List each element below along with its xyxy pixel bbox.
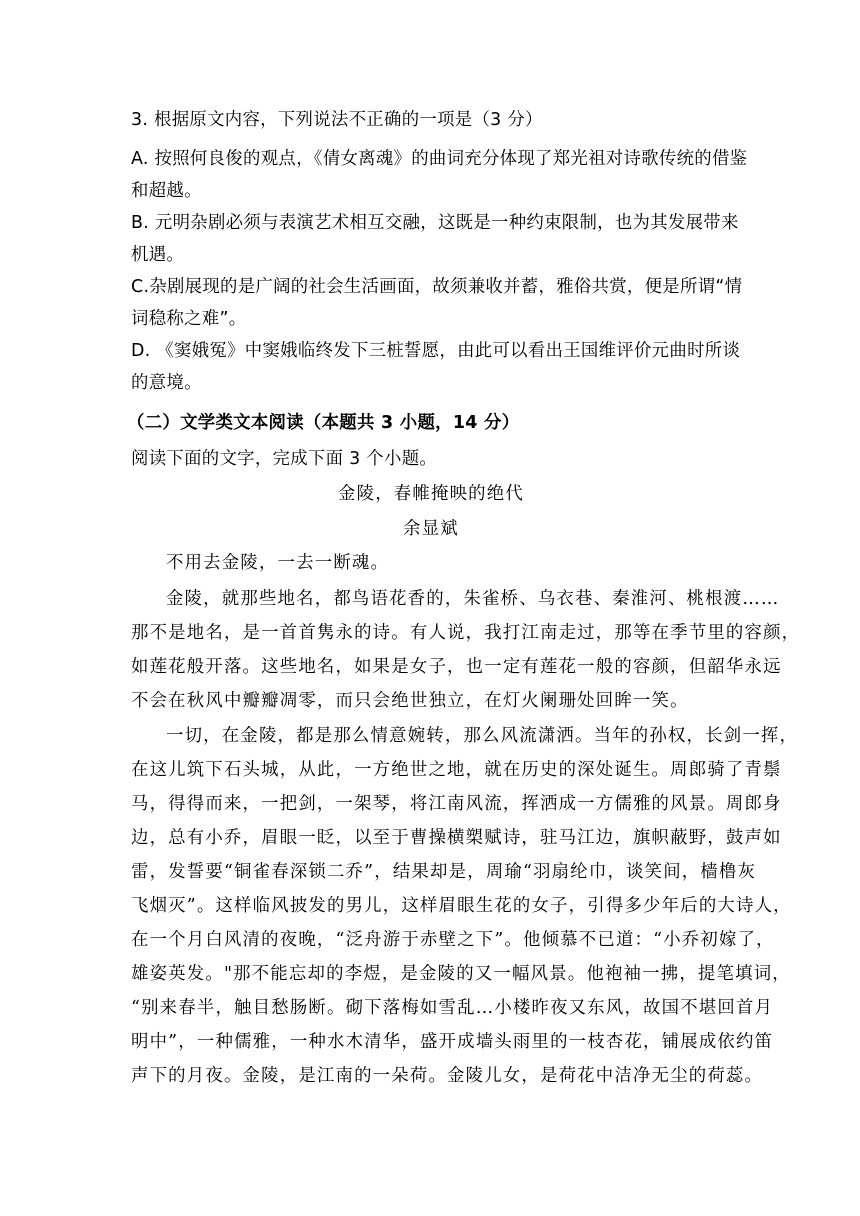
question3-option-d-line1: D. 《窦娥冤》中窦娥临终发下三桩誓愿，由此可以看出王国维评价元曲时所谈 — [131, 341, 741, 361]
article-para3-line1: 一切，在金陵，都是那么情意婉转，那么风流潇洒。当年的孙权，长剑一挥， — [166, 726, 799, 746]
question3-option-b-line1: B. 元明杂剧必须与表演艺术相互交融，这既是一种约束限制，也为其发展带来 — [131, 213, 739, 233]
article-para3-line5: 雷，发誓要“铜雀春深锁二乔”，结果却是，周瑜“羽扇纶巾，谈笑间，樯橹灰 — [131, 862, 757, 882]
question3-option-d-line2: 的意境。 — [131, 373, 202, 393]
article-para3-line10: 明中”，一种儒雅，一种水木清华，盛开成墙头雨里的一枝杏花，铺展成依约笛 — [131, 1032, 774, 1052]
article-para3-line9: “别来春半，触目愁肠断。砌下落梅如雪乱…小楼昨夜又东风，故国不堪回首月 — [131, 998, 774, 1018]
article-para3-line8: 雄姿英发。"那不能忘却的李煜，是金陵的又一幅风景。他袍袖一拂，提笔填词， — [131, 964, 791, 984]
article-title: 金陵，春帷掩映的绝代 — [338, 484, 524, 504]
question3-option-a-line2: 和超越。 — [131, 181, 202, 201]
article-para1-line1: 不用去金陵，一去一断魂。 — [166, 553, 390, 573]
article-para2-line4: 不会在秋风中瓣瓣凋零，而只会绝世独立，在灯火阑珊处回眸一笑。 — [131, 691, 689, 711]
question3-option-a-line1: A. 按照何良俊的观点，《倩女离魂》的曲词充分体现了郑光祖对诗歌传统的借鉴 — [131, 149, 748, 169]
article-para2-line2: 那不是地名，是一首首隽永的诗。有人说，我打江南走过，那等在季节里的容颜， — [131, 623, 801, 643]
article-para3-line7: 在一个月白风清的夜晚，“泛舟游于赤壁之下”。他倾慕不已道：“小乔初嫁了， — [131, 930, 775, 950]
section2-instruction: 阅读下面的文字，完成下面 3 个小题。 — [131, 449, 438, 469]
article-para3-line6: 飞烟灭”。这样临风披发的男儿，这样眉眼生花的女子，引得多少年后的大诗人， — [131, 896, 792, 916]
article-author: 余显斌 — [403, 519, 459, 539]
article-para3-line4: 边，总有小乔，眉眼一眨，以至于曹操横槊赋诗，驻马江边，旗帜蔽野，鼓声如 — [131, 828, 782, 848]
question3-option-c-line1: C.杂剧展现的是广阔的社会生活画面，故须兼收并蓄，雅俗共赏，便是所谓“情 — [131, 277, 743, 297]
article-para3-line3: 马，得得而来，一把剑，一架琴，将江南风流，挥洒成一方儒雅的风景。周郎身 — [131, 794, 782, 814]
question3-option-b-line2: 机遇。 — [131, 245, 185, 265]
article-para2-line1: 金陵，就那些地名，都鸟语花香的，朱雀桥、乌衣巷、秦淮河、桃根渡…… — [166, 589, 780, 609]
question3-stem: 3. 根据原文内容，下列说法不正确的一项是（3 分） — [131, 110, 543, 130]
section2-heading: （二）文学类文本阅读（本题共 3 小题，14 分） — [127, 413, 520, 433]
article-para3-line11: 声下的月夜。金陵，是江南的一朵荷。金陵儿女，是荷花中洁净无尘的荷蕊。 — [131, 1066, 764, 1086]
question3-option-c-line2: 词稳称之难”。 — [131, 309, 247, 329]
article-para3-line2: 在这儿筑下石头城，从此，一方绝世之地，就在历史的深处诞生。周郎骑了青鬃 — [131, 760, 782, 780]
article-para2-line3: 如莲花般开落。这些地名，如果是女子，也一定有莲花一般的容颜，但韶华永远 — [131, 657, 782, 677]
